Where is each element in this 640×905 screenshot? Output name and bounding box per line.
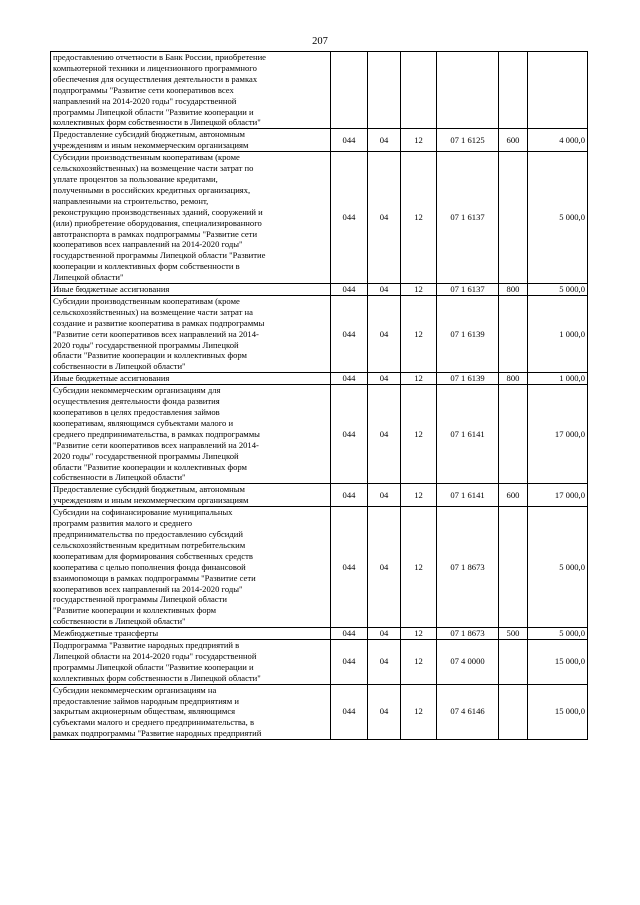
section-code: 04	[368, 129, 401, 152]
subsection-code: 12	[401, 152, 437, 284]
table-row	[51, 507, 588, 628]
ministry-code: 044	[331, 484, 368, 507]
ministry-code: 044	[331, 129, 368, 152]
target-article-code: 07 1 6141	[437, 484, 499, 507]
subsection-code: 12	[401, 373, 437, 385]
subsection-code: 12	[401, 484, 437, 507]
expense-type-code: 800	[499, 373, 528, 385]
target-article-code: 07 1 6139	[437, 373, 499, 385]
row-description: Субсидии производственным кооперативам (кроме сельскохозяйственных) на возмещение части затрат на создание и развитие кооператива в рамках подпрограммы "Развитие сети кооперативов всех направлений на 2014- 2020 годы" государственной программы Липецкой области "Развитие кооперации и коллективных форм собственности в Липецкой области"	[51, 295, 331, 372]
table-row	[51, 640, 588, 685]
amount: 17 000,0	[528, 484, 588, 507]
subsection-code: 12	[401, 684, 437, 740]
row-description: Иные бюджетные ассигнования	[51, 373, 331, 385]
ministry-code: 044	[331, 385, 368, 484]
expense-type-code	[499, 640, 528, 685]
amount: 5 000,0	[528, 284, 588, 296]
target-article-code: 07 4 0000	[437, 640, 499, 685]
amount: 5 000,0	[528, 152, 588, 284]
table-row	[51, 484, 588, 507]
table-row	[51, 373, 588, 385]
amount: 1 000,0	[528, 373, 588, 385]
amount: 5 000,0	[528, 507, 588, 628]
amount: 15 000,0	[528, 640, 588, 685]
section-code: 04	[368, 152, 401, 284]
section-code: 04	[368, 295, 401, 372]
section-code: 04	[368, 385, 401, 484]
amount: 1 000,0	[528, 295, 588, 372]
expense-type-code: 500	[499, 628, 528, 640]
expense-type-code	[499, 385, 528, 484]
expense-type-code	[499, 684, 528, 740]
ministry-code	[331, 52, 368, 129]
budget-table	[50, 51, 588, 740]
row-description: Субсидии некоммерческим организациям на предоставление займов народным предприятиям и закрытым акционерным обществам, являющимся субъектами малого и среднего предпринимательства, в рамках подпрограммы "Развитие народных предприятий	[51, 684, 331, 740]
subsection-code: 12	[401, 507, 437, 628]
table-row	[51, 385, 588, 484]
amount: 5 000,0	[528, 628, 588, 640]
target-article-code: 07 4 6146	[437, 684, 499, 740]
expense-type-code	[499, 52, 528, 129]
subsection-code: 12	[401, 640, 437, 685]
expense-type-code: 600	[499, 484, 528, 507]
section-code: 04	[368, 284, 401, 296]
section-code: 04	[368, 373, 401, 385]
ministry-code: 044	[331, 507, 368, 628]
subsection-code: 12	[401, 284, 437, 296]
target-article-code: 07 1 6125	[437, 129, 499, 152]
subsection-code: 12	[401, 129, 437, 152]
page-number: 207	[312, 36, 328, 47]
row-description: Субсидии производственным кооперативам (кроме сельскохозяйственных) на возмещение части затрат по уплате процентов за пользование кредитами, полученными в российских кредитных организациях, направленными на строительство, ремонт, реконструкцию производственных зданий, сооружений и (или) приобретение оборудования, специализированного автотранспорта в рамках подпрограммы "Развитие сети кооперативов всех направлений на 2014-2020 годы" государственной программы Липецкой области "Развитие кооперации и коллективных форм собственности в Липецкой области"	[51, 152, 331, 284]
amount: 15 000,0	[528, 684, 588, 740]
subsection-code: 12	[401, 628, 437, 640]
section-code: 04	[368, 684, 401, 740]
subsection-code: 12	[401, 385, 437, 484]
target-article-code: 07 1 8673	[437, 507, 499, 628]
row-description: Предоставление субсидий бюджетным, автономным учреждениям и иным некоммерческим организациям	[51, 129, 331, 152]
expense-type-code	[499, 295, 528, 372]
target-article-code: 07 1 6139	[437, 295, 499, 372]
ministry-code: 044	[331, 628, 368, 640]
table-row	[51, 628, 588, 640]
expense-type-code: 800	[499, 284, 528, 296]
expense-type-code	[499, 152, 528, 284]
section-code: 04	[368, 640, 401, 685]
table-row	[51, 295, 588, 372]
subsection-code: 12	[401, 295, 437, 372]
ministry-code: 044	[331, 373, 368, 385]
expense-type-code	[499, 507, 528, 628]
row-description: Субсидии некоммерческим организациям для осуществления деятельности фонда развития кооперативов в целях предоставления займов кооперативам, являющимся субъектами малого и среднего предпринимательства, в рамках подпрограммы "Развитие сети кооперативов всех направлений на 2014- 2020 годы" государственной программы Липецкой области "Развитие кооперации и коллективных форм собственности в Липецкой области"	[51, 385, 331, 484]
expense-type-code: 600	[499, 129, 528, 152]
table-row	[51, 284, 588, 296]
table-row	[51, 52, 588, 129]
amount	[528, 52, 588, 129]
table-row	[51, 129, 588, 152]
table-row	[51, 684, 588, 740]
target-article-code: 07 1 8673	[437, 628, 499, 640]
section-code: 04	[368, 507, 401, 628]
amount: 17 000,0	[528, 385, 588, 484]
target-article-code: 07 1 6137	[437, 284, 499, 296]
ministry-code: 044	[331, 284, 368, 296]
row-description: Межбюджетные трансферты	[51, 628, 331, 640]
row-description: Предоставление субсидий бюджетным, автономным учреждениям и иным некоммерческим организациям	[51, 484, 331, 507]
table-row	[51, 152, 588, 284]
row-description: Иные бюджетные ассигнования	[51, 284, 331, 296]
target-article-code: 07 1 6141	[437, 385, 499, 484]
target-article-code: 07 1 6137	[437, 152, 499, 284]
row-description: Подпрограмма "Развитие народных предприятий в Липецкой области на 2014-2020 годы" государственной программы Липецкой области "Развитие кооперации и коллективных форм собственности в Липецкой области"	[51, 640, 331, 685]
section-code: 04	[368, 628, 401, 640]
amount: 4 000,0	[528, 129, 588, 152]
row-description: предоставлению отчетности в Банк России, приобретение компьютерной техники и лицензионного программного обеспечения для осуществления деятельности в рамках подпрограммы "Развитие сети кооперативов всех направлений на 2014-2020 годы" государственной программы Липецкой области "Развитие кооперации и коллективных форм собственности в Липецкой области"	[51, 52, 331, 129]
ministry-code: 044	[331, 295, 368, 372]
target-article-code	[437, 52, 499, 129]
subsection-code	[401, 52, 437, 129]
row-description: Субсидии на софинансирование муниципальных программ развития малого и среднего предпринимательства по предоставлению субсидий сельскохозяйственным кредитным потребительским кооперативам для формирования собственных средств кооператива с целью пополнения фонда финансовой взаимопомощи в рамках подпрограммы "Развитие сети кооперативов всех направлений на 2014-2020 годы" государственной программы Липецкой области "Развитие кооперации и коллективных форм собственности в Липецкой области"	[51, 507, 331, 628]
section-code: 04	[368, 484, 401, 507]
ministry-code: 044	[331, 684, 368, 740]
ministry-code: 044	[331, 152, 368, 284]
section-code	[368, 52, 401, 129]
ministry-code: 044	[331, 640, 368, 685]
